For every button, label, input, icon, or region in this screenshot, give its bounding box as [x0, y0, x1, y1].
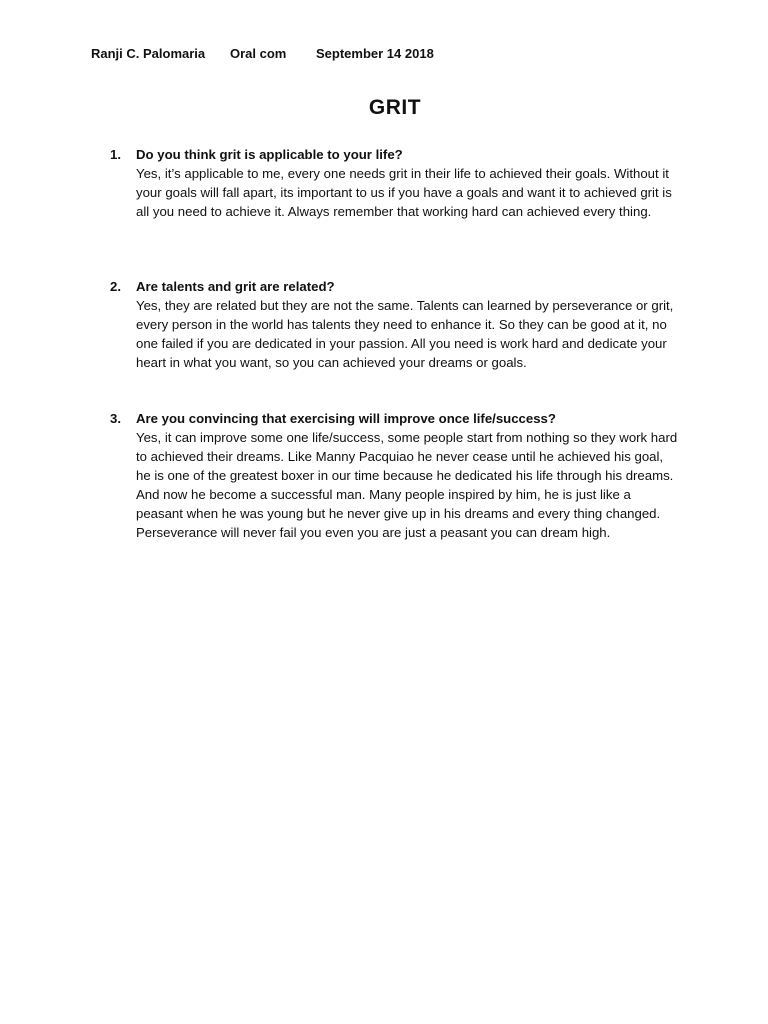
qa-item-1 — [110, 145, 690, 221]
qa-question: Do you think grit is applicable to your life? — [136, 147, 403, 162]
qa-answer: Yes, it can improve some one life/success, some people start from nothing so they work hard to achieved their dreams. Like Manny Pacquiao he never cease until he achieved his goal, he is one of the greatest boxer in our time because he dedicated his life through his dreams. And now he become a successful man. Many people inspired by him, he is just like a peasant when he was young but he never give up in his dreams and every thing changed. Perseverance will never fail you even you are just a peasant you can dream high. — [136, 430, 678, 540]
document-title: GRIT — [368, 96, 422, 119]
document-date: September 14 2018 — [316, 46, 434, 61]
qa-item-2 — [110, 277, 690, 372]
author-name: Ranji C. Palomaria — [91, 46, 206, 61]
qa-number: 1. — [110, 147, 121, 162]
qa-number: 3. — [110, 411, 121, 426]
qa-item-3 — [110, 409, 690, 542]
qa-question: Are talents and grit are related? — [136, 279, 335, 294]
qa-number: 2. — [110, 279, 121, 294]
qa-answer: Yes, they are related but they are not the same. Talents can learned by perseverance or grit, every person in the world has talents they need to enhance it. So they can be good at it, no one failed if you are dedicated in your passion. All you need is work hard and dedicate your heart in what you want, so you can achieved your dreams or goals. — [136, 298, 674, 370]
subject-name: Oral com — [230, 46, 287, 61]
qa-question: Are you convincing that exercising will improve once life/success? — [136, 411, 556, 426]
qa-answer: Yes, it’s applicable to me, every one needs grit in their life to achieved their goals. Without it your goals will fall apart, its important to us if you have a goals and want it to achieved grit is all you need to achieve it. Always remember that working hard can achieved every thing. — [136, 166, 672, 219]
